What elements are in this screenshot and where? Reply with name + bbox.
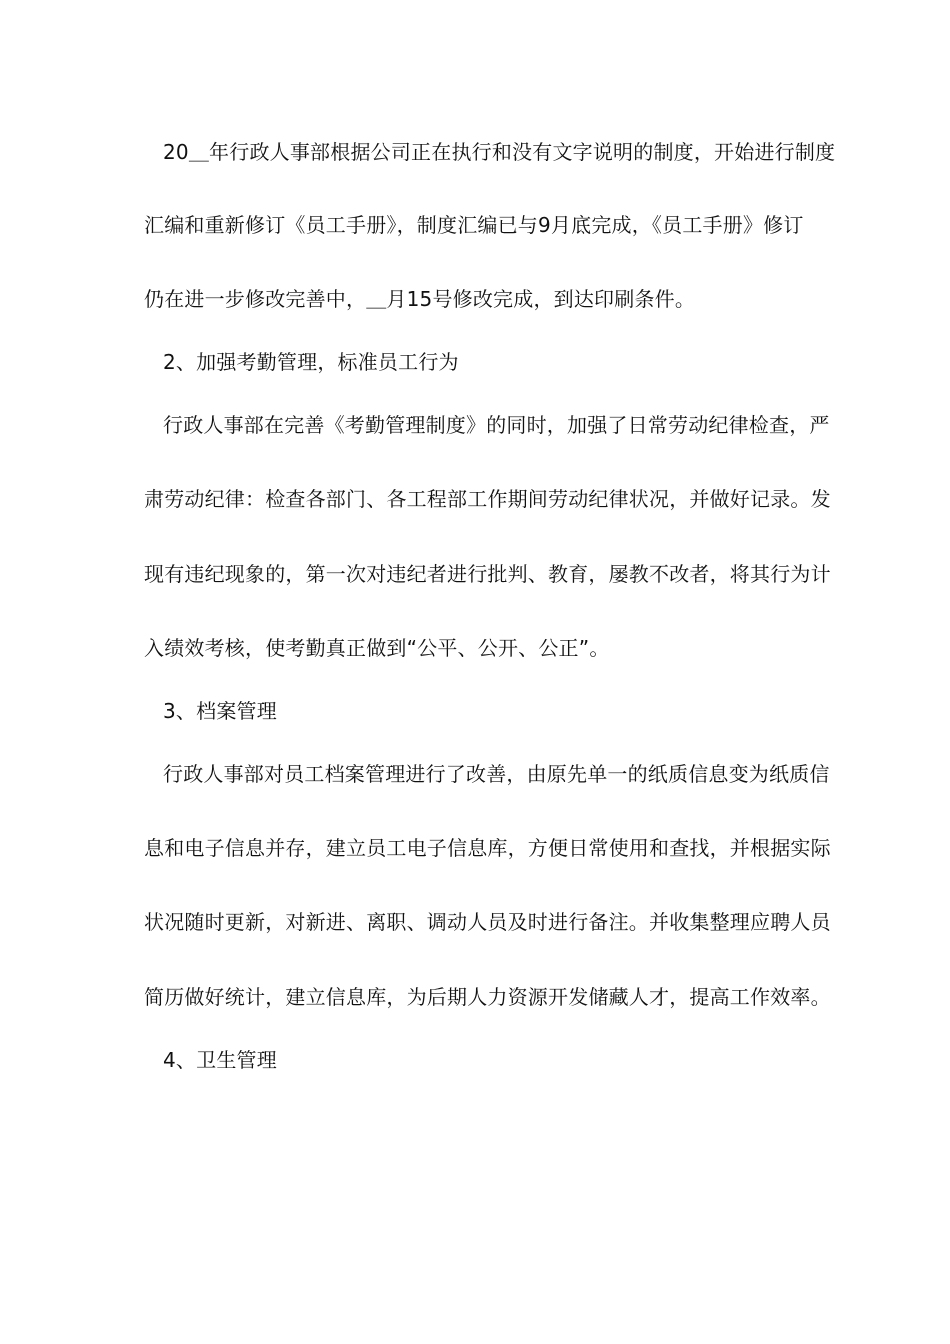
paragraph-line: 汇编和重新修订《员工手册》，制度汇编已与9月底完成，《员工手册》修订 [144,213,804,237]
paragraph-line: 现有违纪现象的，第一次对违纪者进行批判、教育，屡教不改者，将其行为计 [144,562,831,586]
paragraph-line: 行政人事部对员工档案管理进行了改善，由原先单一的纸质信息变为纸质信 [163,762,830,786]
paragraph-line: 行政人事部在完善《考勤管理制度》的同时，加强了日常劳动纪律检查，严 [163,413,830,437]
section-heading: 2、加强考勤管理，标准员工行为 [163,350,459,374]
paragraph-line: 简历做好统计，建立信息库，为后期人力资源开发储藏人才，提高工作效率。 [144,985,831,1009]
paragraph-line: 息和电子信息并存，建立员工电子信息库，方便日常使用和查找，并根据实际 [144,836,831,860]
paragraph-line: 肃劳动纪律：检查各部门、各工程部工作期间劳动纪律状况，并做好记录。发 [144,487,831,511]
paragraph-line: 入绩效考核，使考勤真正做到“公平、公开、公正”。 [144,636,610,660]
paragraph-line: 状况随时更新，对新进、离职、调动人员及时进行备注。并收集整理应聘人员 [144,910,831,934]
section-heading: 4、卫生管理 [163,1048,277,1072]
section-heading: 3、档案管理 [163,699,277,723]
paragraph-line: 仍在进一步修改完善中，＿月15号修改完成，到达印刷条件。 [144,287,696,311]
paragraph-line: 20＿年行政人事部根据公司正在执行和没有文字说明的制度，开始进行制度 [163,140,836,164]
